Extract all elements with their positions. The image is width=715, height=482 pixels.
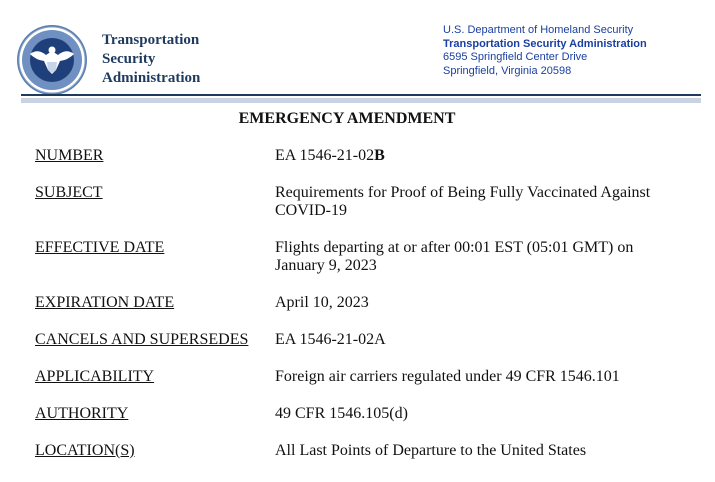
agency-name-line: Security [102, 51, 156, 67]
number-value: EA 1546-21-02 [275, 147, 375, 164]
field-label: EFFECTIVE DATE [35, 239, 165, 256]
field-label: LOCATION(S) [35, 442, 135, 459]
field-label: CANCELS AND SUPERSEDES [35, 331, 249, 348]
field-value: Foreign air carriers regulated under 49 CFR 1546.101 [275, 368, 620, 385]
department-name: U.S. Department of Homeland Security [443, 24, 634, 36]
street-address: 6595 Springfield Center Drive [443, 51, 588, 63]
agency-full-name: Transportation Security Administration [443, 37, 647, 50]
field-label: NUMBER [35, 147, 104, 164]
header-divider [21, 94, 701, 104]
field-value: Flights departing at or after 00:01 EST (05:01 GMT) on January 9, 2023 [275, 239, 634, 274]
agency-name-line: Administration [102, 70, 201, 86]
field-label: EXPIRATION DATE [35, 294, 175, 311]
field-value: Requirements for Proof of Being Fully Vaccinated Against COVID-19 [275, 184, 651, 219]
department-address-block [443, 24, 647, 78]
agency-name-line: Transportation [102, 32, 200, 48]
field-label: SUBJECT [35, 184, 103, 201]
city-state-zip: Springfield, Virginia 20598 [443, 64, 572, 77]
field-label: AUTHORITY [35, 405, 129, 422]
dhs-tsa-seal-icon [16, 24, 88, 96]
field-value: All Last Points of Departure to the United States [275, 442, 587, 459]
number-revision-letter: B [374, 147, 385, 164]
field-value: EA 1546-21-02A [275, 331, 386, 348]
field-value [275, 147, 685, 165]
field-value: 49 CFR 1546.105(d) [275, 405, 408, 422]
field-label: APPLICABILITY [35, 368, 155, 385]
document-title: EMERGENCY AMENDMENT [238, 110, 456, 127]
field-value: April 10, 2023 [275, 294, 369, 311]
agency-name [102, 31, 200, 88]
